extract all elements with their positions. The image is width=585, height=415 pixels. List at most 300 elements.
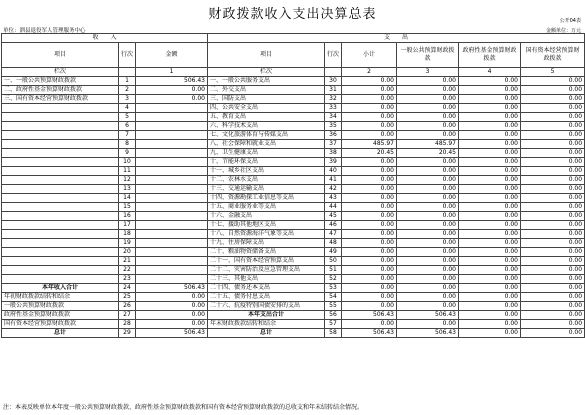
income-item-cell: 总计 bbox=[2, 329, 119, 338]
general-budget-cell: 0.00 bbox=[397, 293, 459, 302]
expense-item-cell: 十八、自然资源海洋气象等支出 bbox=[208, 230, 325, 239]
income-row-no-cell: 3 bbox=[119, 95, 136, 104]
subtotal-cell: 0.00 bbox=[342, 185, 397, 194]
gov-fund-cell: 0.00 bbox=[459, 293, 521, 302]
state-capital-cell: 0.00 bbox=[521, 122, 585, 131]
general-budget-cell: 0.00 bbox=[397, 158, 459, 167]
expense-item-cell: 二十、粮油物资储备支出 bbox=[208, 248, 325, 257]
expense-row-no-cell: 41 bbox=[325, 176, 342, 185]
income-amount-cell bbox=[136, 239, 208, 248]
general-budget-cell: 485.97 bbox=[397, 140, 459, 149]
state-capital-cell: 0.00 bbox=[521, 320, 585, 329]
gov-fund-cell: 0.00 bbox=[459, 122, 521, 131]
expense-row-no-cell: 50 bbox=[325, 257, 342, 266]
expense-item-cell: 二十四、债务还本支出 bbox=[208, 284, 325, 293]
income-row-no-cell: 19 bbox=[119, 239, 136, 248]
income-amount-cell bbox=[136, 185, 208, 194]
income-row-no-cell: 2 bbox=[119, 86, 136, 95]
income-row-no-cell: 18 bbox=[119, 230, 136, 239]
expense-item-cell: 总计 bbox=[208, 329, 325, 338]
income-amount-cell bbox=[136, 167, 208, 176]
income-item-cell: 本年收入合计 bbox=[2, 284, 119, 293]
subtotal-cell: 0.00 bbox=[342, 95, 397, 104]
gov-fund-cell: 0.00 bbox=[459, 113, 521, 122]
expense-item-cell: 九、卫生健康支出 bbox=[208, 149, 325, 158]
income-item-cell bbox=[2, 266, 119, 275]
income-item-cell bbox=[2, 140, 119, 149]
income-row-no-cell: 5 bbox=[119, 113, 136, 122]
income-row-no-cell: 22 bbox=[119, 266, 136, 275]
expense-item-cell: 七、文化旅游体育与传媒支出 bbox=[208, 131, 325, 140]
expense-row-no-cell: 40 bbox=[325, 167, 342, 176]
income-item-cell: 三、国有资本经营预算财政拨款 bbox=[2, 95, 119, 104]
expense-row-no-cell: 46 bbox=[325, 221, 342, 230]
state-capital-cell: 0.00 bbox=[521, 275, 585, 284]
table-row bbox=[2, 158, 585, 167]
general-budget-cell: 0.00 bbox=[397, 221, 459, 230]
expense-item-cell: 十四、资源勘探工业信息等支出 bbox=[208, 194, 325, 203]
gov-fund-cell: 0.00 bbox=[459, 95, 521, 104]
col-5-label: 5 bbox=[521, 68, 585, 77]
gov-fund-cell: 0.00 bbox=[459, 248, 521, 257]
income-amount-cell bbox=[136, 140, 208, 149]
expense-item-cell: 一、一般公共服务支出 bbox=[208, 77, 325, 86]
income-item-cell: 年初财政拨款结转和结余 bbox=[2, 293, 119, 302]
expense-item-cell: 十七、援助其他地区支出 bbox=[208, 221, 325, 230]
general-budget-cell: 0.00 bbox=[397, 122, 459, 131]
gov-fund-cell: 0.00 bbox=[459, 203, 521, 212]
state-capital-cell: 0.00 bbox=[521, 95, 585, 104]
subtotal-cell: 0.00 bbox=[342, 158, 397, 167]
table-row bbox=[2, 302, 585, 311]
general-budget-cell: 0.00 bbox=[397, 131, 459, 140]
income-row-no-cell: 1 bbox=[119, 77, 136, 86]
state-capital-cell: 0.00 bbox=[521, 239, 585, 248]
income-amount-cell: 0.00 bbox=[136, 302, 208, 311]
subtotal-cell: 0.00 bbox=[342, 230, 397, 239]
table-row bbox=[2, 257, 585, 266]
state-capital-cell: 0.00 bbox=[521, 185, 585, 194]
expense-item-cell: 二十二、灾害防治及应急管理支出 bbox=[208, 266, 325, 275]
income-item-header: 项目 bbox=[2, 43, 119, 68]
table-row bbox=[2, 77, 585, 86]
gov-fund-cell: 0.00 bbox=[459, 239, 521, 248]
income-amount-cell bbox=[136, 248, 208, 257]
gov-fund-cell: 0.00 bbox=[459, 221, 521, 230]
table-row bbox=[2, 329, 585, 338]
income-item-cell bbox=[2, 158, 119, 167]
income-item-cell: 二、政府性基金预算财政拨款 bbox=[2, 86, 119, 95]
gov-fund-cell: 0.00 bbox=[459, 311, 521, 320]
expense-item-cell: 十一、城乡社区支出 bbox=[208, 167, 325, 176]
expense-row-no-cell: 56 bbox=[325, 311, 342, 320]
report-title: 财政拨款收入支出决算总表 bbox=[208, 7, 377, 22]
income-amount-cell bbox=[136, 275, 208, 284]
col-1-label: 1 bbox=[136, 68, 208, 77]
income-row-no-cell: 21 bbox=[119, 257, 136, 266]
subtotal-cell: 0.00 bbox=[342, 86, 397, 95]
table-row bbox=[2, 95, 585, 104]
income-item-cell: 一般公共预算财政拨款 bbox=[2, 302, 119, 311]
subtotal-cell: 0.00 bbox=[342, 203, 397, 212]
income-amount-cell: 0.00 bbox=[136, 95, 208, 104]
state-capital-header: 国有资本经营预算财政拨款 bbox=[521, 43, 585, 68]
expense-item-cell: 十五、商业服务业等支出 bbox=[208, 203, 325, 212]
state-capital-cell: 0.00 bbox=[521, 230, 585, 239]
income-item-cell: 一、一般公共预算财政拨款 bbox=[2, 77, 119, 86]
income-amount-cell bbox=[136, 221, 208, 230]
table-row bbox=[2, 140, 585, 149]
col-4-label: 4 bbox=[459, 68, 521, 77]
general-budget-cell: 0.00 bbox=[397, 284, 459, 293]
expense-item-cell: 年末财政拨款结转和结余 bbox=[208, 320, 325, 329]
gov-fund-cell: 0.00 bbox=[459, 320, 521, 329]
expense-row-no-cell: 35 bbox=[325, 122, 342, 131]
subtotal-cell: 0.00 bbox=[342, 266, 397, 275]
general-budget-cell: 0.00 bbox=[397, 194, 459, 203]
income-amount-cell: 0.00 bbox=[136, 293, 208, 302]
income-row-no-cell: 16 bbox=[119, 212, 136, 221]
expense-row-no-cell: 30 bbox=[325, 77, 342, 86]
general-budget-cell: 0.00 bbox=[397, 212, 459, 221]
income-item-cell bbox=[2, 275, 119, 284]
income-item-cell bbox=[2, 176, 119, 185]
table-row bbox=[2, 230, 585, 239]
gov-fund-cell: 0.00 bbox=[459, 167, 521, 176]
expense-item-cell: 十六、金融支出 bbox=[208, 212, 325, 221]
table-row bbox=[2, 266, 585, 275]
table-row bbox=[2, 194, 585, 203]
state-capital-cell: 0.00 bbox=[521, 212, 585, 221]
income-item-cell bbox=[2, 212, 119, 221]
state-capital-cell: 0.00 bbox=[521, 329, 585, 338]
gov-fund-cell: 0.00 bbox=[459, 158, 521, 167]
unit-label: 单位：泗县退役军人管理服务中心 bbox=[3, 28, 86, 34]
subtotal-cell: 20.45 bbox=[342, 149, 397, 158]
general-budget-cell: 0.00 bbox=[397, 320, 459, 329]
gov-fund-cell: 0.00 bbox=[459, 266, 521, 275]
table-row bbox=[2, 113, 585, 122]
income-row-no-cell: 28 bbox=[119, 320, 136, 329]
income-item-cell bbox=[2, 122, 119, 131]
gov-fund-cell: 0.00 bbox=[459, 212, 521, 221]
general-budget-cell: 506.43 bbox=[397, 329, 459, 338]
table-row bbox=[2, 275, 585, 284]
income-row-no-cell: 29 bbox=[119, 329, 136, 338]
expense-item-cell: 五、教育支出 bbox=[208, 113, 325, 122]
table-row bbox=[2, 203, 585, 212]
expense-item-cell: 十、节能环保支出 bbox=[208, 158, 325, 167]
income-row-no-cell: 10 bbox=[119, 158, 136, 167]
general-budget-cell: 0.00 bbox=[397, 266, 459, 275]
gov-fund-cell: 0.00 bbox=[459, 149, 521, 158]
subtotal-cell: 0.00 bbox=[342, 176, 397, 185]
income-amount-cell bbox=[136, 122, 208, 131]
gov-fund-cell: 0.00 bbox=[459, 185, 521, 194]
income-amount-cell: 506.43 bbox=[136, 284, 208, 293]
gov-fund-cell: 0.00 bbox=[459, 176, 521, 185]
expense-item-cell: 本年支出合计 bbox=[208, 311, 325, 320]
subtotal-cell: 0.00 bbox=[342, 131, 397, 140]
expense-item-cell: 二、外交支出 bbox=[208, 86, 325, 95]
expense-item-cell: 六、科学技术支出 bbox=[208, 122, 325, 131]
expense-row-no-cell: 51 bbox=[325, 266, 342, 275]
subtotal-cell: 0.00 bbox=[342, 302, 397, 311]
table-row bbox=[2, 149, 585, 158]
gov-fund-cell: 0.00 bbox=[459, 131, 521, 140]
expense-row-no-cell: 36 bbox=[325, 131, 342, 140]
income-amount-cell bbox=[136, 212, 208, 221]
state-capital-cell: 0.00 bbox=[521, 167, 585, 176]
income-row-no-cell: 23 bbox=[119, 275, 136, 284]
general-budget-cell: 0.00 bbox=[397, 302, 459, 311]
general-budget-cell: 0.00 bbox=[397, 239, 459, 248]
expense-row-no-cell: 57 bbox=[325, 320, 342, 329]
subtotal-header: 小计 bbox=[342, 43, 397, 68]
general-budget-cell: 0.00 bbox=[397, 185, 459, 194]
income-amount-cell bbox=[136, 266, 208, 275]
state-capital-cell: 0.00 bbox=[521, 131, 585, 140]
expense-row-no-cell: 52 bbox=[325, 275, 342, 284]
income-item-cell bbox=[2, 185, 119, 194]
gov-fund-cell: 0.00 bbox=[459, 140, 521, 149]
general-budget-cell: 0.00 bbox=[397, 275, 459, 284]
income-row-no-cell: 6 bbox=[119, 122, 136, 131]
general-budget-cell: 0.00 bbox=[397, 77, 459, 86]
subtotal-cell: 0.00 bbox=[342, 167, 397, 176]
expense-row-no-cell: 49 bbox=[325, 248, 342, 257]
general-budget-cell: 0.00 bbox=[397, 167, 459, 176]
subtotal-cell: 0.00 bbox=[342, 275, 397, 284]
general-budget-cell: 0.00 bbox=[397, 176, 459, 185]
subtotal-cell: 506.43 bbox=[342, 311, 397, 320]
subtotal-cell: 0.00 bbox=[342, 257, 397, 266]
subtotal-cell: 0.00 bbox=[342, 77, 397, 86]
table-row bbox=[2, 176, 585, 185]
income-row-no-cell: 8 bbox=[119, 140, 136, 149]
income-row-no-cell: 13 bbox=[119, 185, 136, 194]
gov-fund-cell: 0.00 bbox=[459, 329, 521, 338]
table-row bbox=[2, 293, 585, 302]
expense-row-no-cell: 55 bbox=[325, 302, 342, 311]
table-row bbox=[2, 212, 585, 221]
state-capital-cell: 0.00 bbox=[521, 113, 585, 122]
income-item-cell: 国有资本经营预算财政拨款 bbox=[2, 320, 119, 329]
income-row-no-cell: 24 bbox=[119, 284, 136, 293]
income-item-cell bbox=[2, 167, 119, 176]
expense-row-no-cell: 34 bbox=[325, 113, 342, 122]
state-capital-cell: 0.00 bbox=[521, 203, 585, 212]
subtotal-cell: 0.00 bbox=[342, 293, 397, 302]
general-budget-cell: 0.00 bbox=[397, 113, 459, 122]
state-capital-cell: 0.00 bbox=[521, 311, 585, 320]
expense-row-no-cell: 45 bbox=[325, 212, 342, 221]
table-row bbox=[2, 221, 585, 230]
income-amount-cell: 506.43 bbox=[136, 329, 208, 338]
income-row-no-cell: 4 bbox=[119, 104, 136, 113]
income-amount-cell: 506.43 bbox=[136, 77, 208, 86]
income-amount-cell bbox=[136, 230, 208, 239]
financial-table bbox=[1, 33, 585, 338]
state-capital-cell: 0.00 bbox=[521, 176, 585, 185]
general-budget-header: 一般公共预算财政拨款 bbox=[397, 43, 459, 68]
subtotal-cell: 485.97 bbox=[342, 140, 397, 149]
footnote: 注：本表反映单位本年度一般公共预算财政拨款、政府性基金预算财政拨款和国有资本经营预算财政拨款的总收支和年末结转结余情况。 bbox=[3, 404, 364, 411]
subtotal-cell: 0.00 bbox=[342, 122, 397, 131]
state-capital-cell: 0.00 bbox=[521, 221, 585, 230]
gov-fund-cell: 0.00 bbox=[459, 104, 521, 113]
expense-row-no-cell: 44 bbox=[325, 203, 342, 212]
general-budget-cell: 506.43 bbox=[397, 311, 459, 320]
income-item-cell bbox=[2, 113, 119, 122]
income-row-no-cell: 9 bbox=[119, 149, 136, 158]
state-capital-cell: 0.00 bbox=[521, 302, 585, 311]
expense-row-no-cell: 37 bbox=[325, 140, 342, 149]
gov-fund-header: 政府性基金预算财政拨款 bbox=[459, 43, 521, 68]
subtotal-cell: 0.00 bbox=[342, 113, 397, 122]
subtotal-cell: 0.00 bbox=[342, 239, 397, 248]
state-capital-cell: 0.00 bbox=[521, 284, 585, 293]
income-amount-cell bbox=[136, 131, 208, 140]
expense-row-no-cell: 53 bbox=[325, 284, 342, 293]
income-item-cell bbox=[2, 131, 119, 140]
income-amount-cell bbox=[136, 149, 208, 158]
income-amount-cell bbox=[136, 158, 208, 167]
general-budget-cell: 0.00 bbox=[397, 104, 459, 113]
expense-row-no-cell: 38 bbox=[325, 149, 342, 158]
expense-row-no-cell: 58 bbox=[325, 329, 342, 338]
state-capital-cell: 0.00 bbox=[521, 158, 585, 167]
col-2-label: 2 bbox=[342, 68, 397, 77]
income-item-cell bbox=[2, 239, 119, 248]
income-item-cell bbox=[2, 248, 119, 257]
income-amount-cell: 0.00 bbox=[136, 86, 208, 95]
gov-fund-cell: 0.00 bbox=[459, 194, 521, 203]
table-row bbox=[2, 311, 585, 320]
expense-item-cell: 二十三、其他支出 bbox=[208, 275, 325, 284]
income-row-no-cell: 17 bbox=[119, 221, 136, 230]
state-capital-cell: 0.00 bbox=[521, 248, 585, 257]
income-row-no-cell: 20 bbox=[119, 248, 136, 257]
state-capital-cell: 0.00 bbox=[521, 104, 585, 113]
expense-item-cell: 十三、交通运输支出 bbox=[208, 185, 325, 194]
table-row bbox=[2, 284, 585, 293]
expense-row-no-cell: 47 bbox=[325, 230, 342, 239]
income-item-cell bbox=[2, 194, 119, 203]
expense-item-cell: 四、公共安全支出 bbox=[208, 104, 325, 113]
income-amount-header: 金额 bbox=[136, 43, 208, 68]
state-capital-cell: 0.00 bbox=[521, 77, 585, 86]
income-row-no-cell: 14 bbox=[119, 194, 136, 203]
state-capital-cell: 0.00 bbox=[521, 194, 585, 203]
income-row-no-cell: 15 bbox=[119, 203, 136, 212]
expense-row-no-cell: 31 bbox=[325, 86, 342, 95]
gov-fund-cell: 0.00 bbox=[459, 257, 521, 266]
income-amount-cell bbox=[136, 176, 208, 185]
income-amount-cell bbox=[136, 257, 208, 266]
form-number: 公开04表 bbox=[559, 18, 581, 24]
gov-fund-cell: 0.00 bbox=[459, 284, 521, 293]
income-amount-cell bbox=[136, 113, 208, 122]
expense-item-cell: 二十五、债务付息支出 bbox=[208, 293, 325, 302]
subtotal-cell: 0.00 bbox=[342, 284, 397, 293]
income-item-cell bbox=[2, 230, 119, 239]
expense-row-no-cell: 33 bbox=[325, 104, 342, 113]
gov-fund-cell: 0.00 bbox=[459, 86, 521, 95]
income-amount-cell bbox=[136, 194, 208, 203]
table-row bbox=[2, 167, 585, 176]
expense-row-no-cell: 48 bbox=[325, 239, 342, 248]
income-row-no-cell: 27 bbox=[119, 311, 136, 320]
table-body bbox=[2, 77, 585, 338]
income-item-cell bbox=[2, 221, 119, 230]
general-budget-cell: 0.00 bbox=[397, 230, 459, 239]
table-row bbox=[2, 86, 585, 95]
expense-item-cell: 二十六、抗疫特别国债安排的支出 bbox=[208, 302, 325, 311]
gov-fund-cell: 0.00 bbox=[459, 77, 521, 86]
subtotal-cell: 0.00 bbox=[342, 212, 397, 221]
table-row bbox=[2, 185, 585, 194]
income-row-no-cell: 7 bbox=[119, 131, 136, 140]
income-row-no-cell: 11 bbox=[119, 167, 136, 176]
state-capital-cell: 0.00 bbox=[521, 140, 585, 149]
income-header: 收 入 bbox=[2, 34, 208, 43]
expense-row-no-cell: 32 bbox=[325, 95, 342, 104]
table-row bbox=[2, 122, 585, 131]
expense-item-cell: 十二、农林水支出 bbox=[208, 176, 325, 185]
income-row-no-cell: 25 bbox=[119, 293, 136, 302]
state-capital-cell: 0.00 bbox=[521, 293, 585, 302]
income-item-cell bbox=[2, 203, 119, 212]
subtotal-cell: 506.43 bbox=[342, 329, 397, 338]
expense-row-no-cell: 39 bbox=[325, 158, 342, 167]
income-column-label: 栏次 bbox=[2, 68, 119, 77]
expense-row-no-cell: 54 bbox=[325, 293, 342, 302]
table-row bbox=[2, 104, 585, 113]
general-budget-cell: 0.00 bbox=[397, 257, 459, 266]
income-row-no-header: 行次 bbox=[119, 43, 136, 68]
expense-item-cell: 八、社会保障和就业支出 bbox=[208, 140, 325, 149]
table-row bbox=[2, 320, 585, 329]
general-budget-cell: 0.00 bbox=[397, 248, 459, 257]
table-row bbox=[2, 248, 585, 257]
table-row bbox=[2, 239, 585, 248]
income-amount-cell bbox=[136, 203, 208, 212]
subtotal-cell: 0.00 bbox=[342, 104, 397, 113]
expense-item-cell: 十九、住房保障支出 bbox=[208, 239, 325, 248]
amount-unit-label: 金额单位：万元 bbox=[545, 28, 581, 34]
expense-row-no-header: 行次 bbox=[325, 43, 342, 68]
general-budget-cell: 0.00 bbox=[397, 86, 459, 95]
general-budget-cell: 0.00 bbox=[397, 95, 459, 104]
state-capital-cell: 0.00 bbox=[521, 257, 585, 266]
gov-fund-cell: 0.00 bbox=[459, 275, 521, 284]
state-capital-cell: 0.00 bbox=[521, 86, 585, 95]
general-budget-cell: 20.45 bbox=[397, 149, 459, 158]
income-item-cell bbox=[2, 104, 119, 113]
subtotal-cell: 0.00 bbox=[342, 248, 397, 257]
income-row-no-cell: 12 bbox=[119, 176, 136, 185]
gov-fund-cell: 0.00 bbox=[459, 230, 521, 239]
income-amount-cell: 0.00 bbox=[136, 320, 208, 329]
state-capital-cell: 0.00 bbox=[521, 266, 585, 275]
expense-header: 支 出 bbox=[208, 34, 585, 43]
expense-row-no-cell: 42 bbox=[325, 185, 342, 194]
income-item-cell: 政府性基金预算财政拨款 bbox=[2, 311, 119, 320]
table-row bbox=[2, 131, 585, 140]
income-amount-cell: 0.00 bbox=[136, 311, 208, 320]
col-3-label: 3 bbox=[397, 68, 459, 77]
